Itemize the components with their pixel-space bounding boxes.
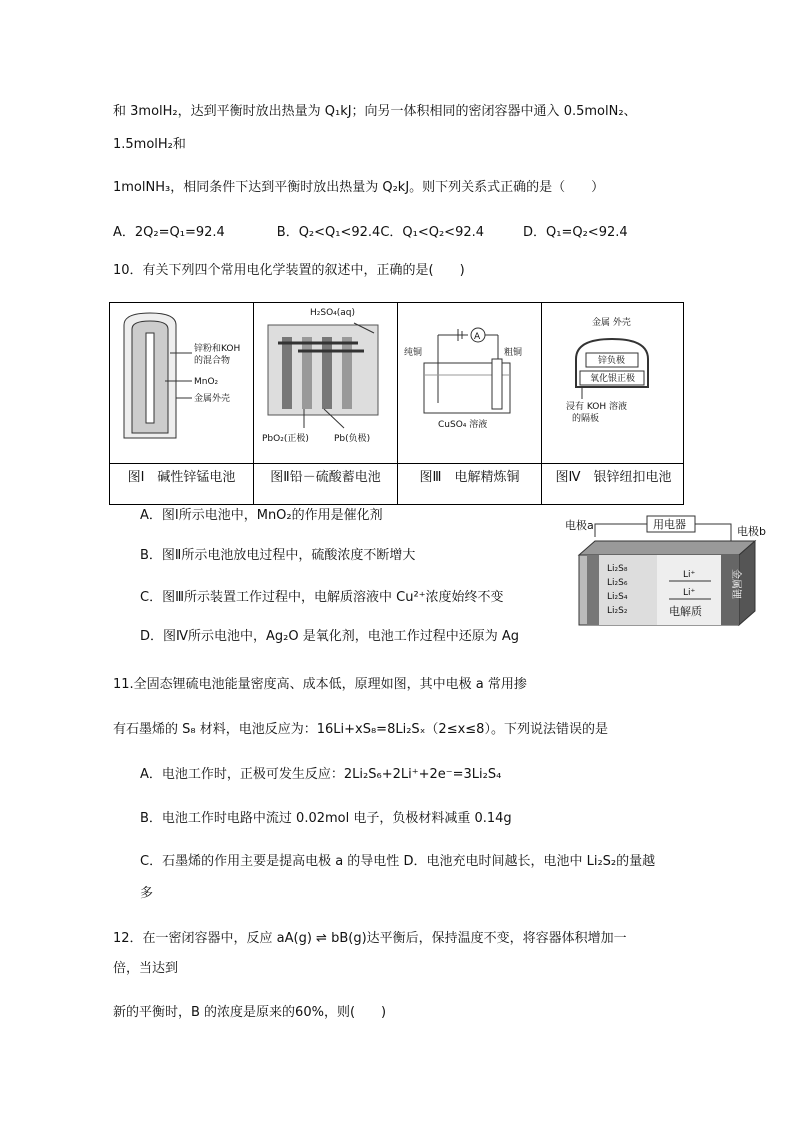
q11-option-cd-cont: 多: [140, 886, 154, 901]
battery-label-electrode-b: 电极b: [737, 525, 766, 538]
lead-acid-battery-diagram: [254, 303, 397, 463]
q10-option-b: B．图Ⅱ所示电池放电过程中，硫酸浓度不断增大: [140, 548, 416, 563]
fig1-label-3: MnO₂: [194, 377, 219, 387]
fig4-cell: [542, 303, 685, 504]
battery-label-electrolyte: 电解质: [669, 605, 702, 618]
battery-label-s2: Li₂S₂: [607, 606, 628, 616]
li-s-battery-diagram: [565, 515, 771, 631]
q10-option-d: D．图Ⅳ所示电池中，Ag₂O 是氧化剂，电池工作过程中还原为 Ag: [140, 629, 520, 644]
fig3-label-1: 纯铜: [404, 348, 423, 358]
fig2-label-2: PbO₂(正极): [262, 434, 309, 444]
battery-label-s6: Li₂S₆: [607, 578, 628, 588]
caption-divider: [110, 463, 683, 464]
battery-label-li-1: Li⁺: [683, 570, 696, 580]
button-battery-diagram: [542, 303, 684, 463]
q11-stem-2: 有石墨烯的 S₈ 材料，电池反应为：16Li+xS₈=8Li₂Sₓ（2≤x≤8）。下列说法错误的是: [113, 722, 608, 737]
text-line-1: 和 3molH₂，达到平衡时放出热量为 Q₁kJ；向另一体积相同的密闭容器中通入 0.5molN₂、: [113, 104, 637, 119]
text-line-2: 1.5molH₂和: [113, 137, 186, 152]
fig1-label-4: 金属外壳: [194, 394, 231, 404]
text-line-3: 1molNH₃，相同条件下达到平衡时放出热量为 Q₂kJ。则下列关系式正确的是（ ）: [113, 180, 605, 195]
q12-stem: 12．在一密闭容器中，反应 aA(g) ⇌ bB(g)达平衡后，保持温度不变，将容器体积增加一: [113, 931, 627, 946]
q10-stem: 10．有关下列四个常用电化学装置的叙述中，正确的是( ): [113, 263, 465, 278]
q10-option-c: C．图Ⅲ所示装置工作过程中，电解质溶液中 Cu²⁺浓度始终不变: [140, 590, 504, 605]
fig4-label-4: 浸有 KOH 溶液: [566, 402, 627, 412]
fig1-label-2: 的混合物: [194, 356, 231, 366]
fig3-cell: [398, 303, 542, 504]
q12-stem-2: 倍，当达到: [113, 961, 179, 976]
battery-label-li-2: Li⁺: [683, 588, 696, 598]
fig4-label-5: 的隔板: [572, 414, 600, 424]
fig2-label-1: H₂SO₄(aq): [310, 308, 356, 318]
fig2-label-3: Pb(负极): [334, 434, 371, 444]
battery-label-s4: Li₂S₄: [607, 592, 628, 602]
fig3-label-3: CuSO₄ 溶液: [438, 420, 488, 430]
fig4-label-1: 金属 外壳: [592, 318, 631, 328]
battery-label-load: 用电器: [653, 518, 686, 531]
battery-label-electrode-a: 电极a: [565, 519, 594, 532]
fig3-caption: 图Ⅲ 电解精炼铜: [419, 470, 520, 485]
fig4-label-3: 氧化银正极: [590, 374, 636, 384]
fig4-caption: 图Ⅳ 银锌纽扣电池: [555, 470, 672, 485]
alkaline-battery-diagram: [110, 303, 253, 463]
battery-label-s8: Li₂S₈: [607, 564, 628, 574]
q10-option-a: A．图Ⅰ所示电池中，MnO₂的作用是催化剂: [140, 508, 383, 523]
fig4-label-2: 锌负极: [598, 356, 626, 366]
fig3-label-2: 粗铜: [504, 348, 523, 358]
q11-option-a: A．电池工作时，正极可发生反应：2Li₂S₆+2Li⁺+2e⁻=3Li₂S₄: [140, 767, 502, 782]
q12-stem-3: 新的平衡时，B 的浓度是原来的60%，则( ): [113, 1005, 387, 1020]
fig1-caption: 图Ⅰ 碱性锌锰电池: [127, 470, 236, 485]
q11-option-b: B．电池工作时电路中流过 0.02mol 电子，负极材料减重 0.14g: [140, 811, 512, 826]
fig2-cell: [254, 303, 398, 504]
fig1-label-1: 锌粉和KOH: [194, 344, 241, 354]
q11-stem: 11.全固态锂硫电池能量密度高、成本低，原理如图，其中电极 a 常用掺: [113, 677, 527, 692]
q9-options: A．2Q₂=Q₁=92.4 B．Q₂<Q₁<92.4C．Q₁<Q₂<92.4 D．Q₁=Q₂<92.4: [113, 225, 628, 240]
fig2-caption: 图Ⅱ铅－硫酸蓄电池: [270, 470, 381, 485]
figure-table: [109, 302, 684, 505]
q11-option-cd: C．石墨烯的作用主要是提高电极 a 的导电性 D．电池充电时间越长，电池中 Li₂S₂的量越: [140, 854, 656, 869]
fig3-ammeter: A: [474, 332, 481, 342]
electrolysis-diagram: [398, 303, 541, 463]
battery-label-lithium: 金属锂: [730, 569, 741, 599]
fig1-cell: [110, 303, 254, 504]
